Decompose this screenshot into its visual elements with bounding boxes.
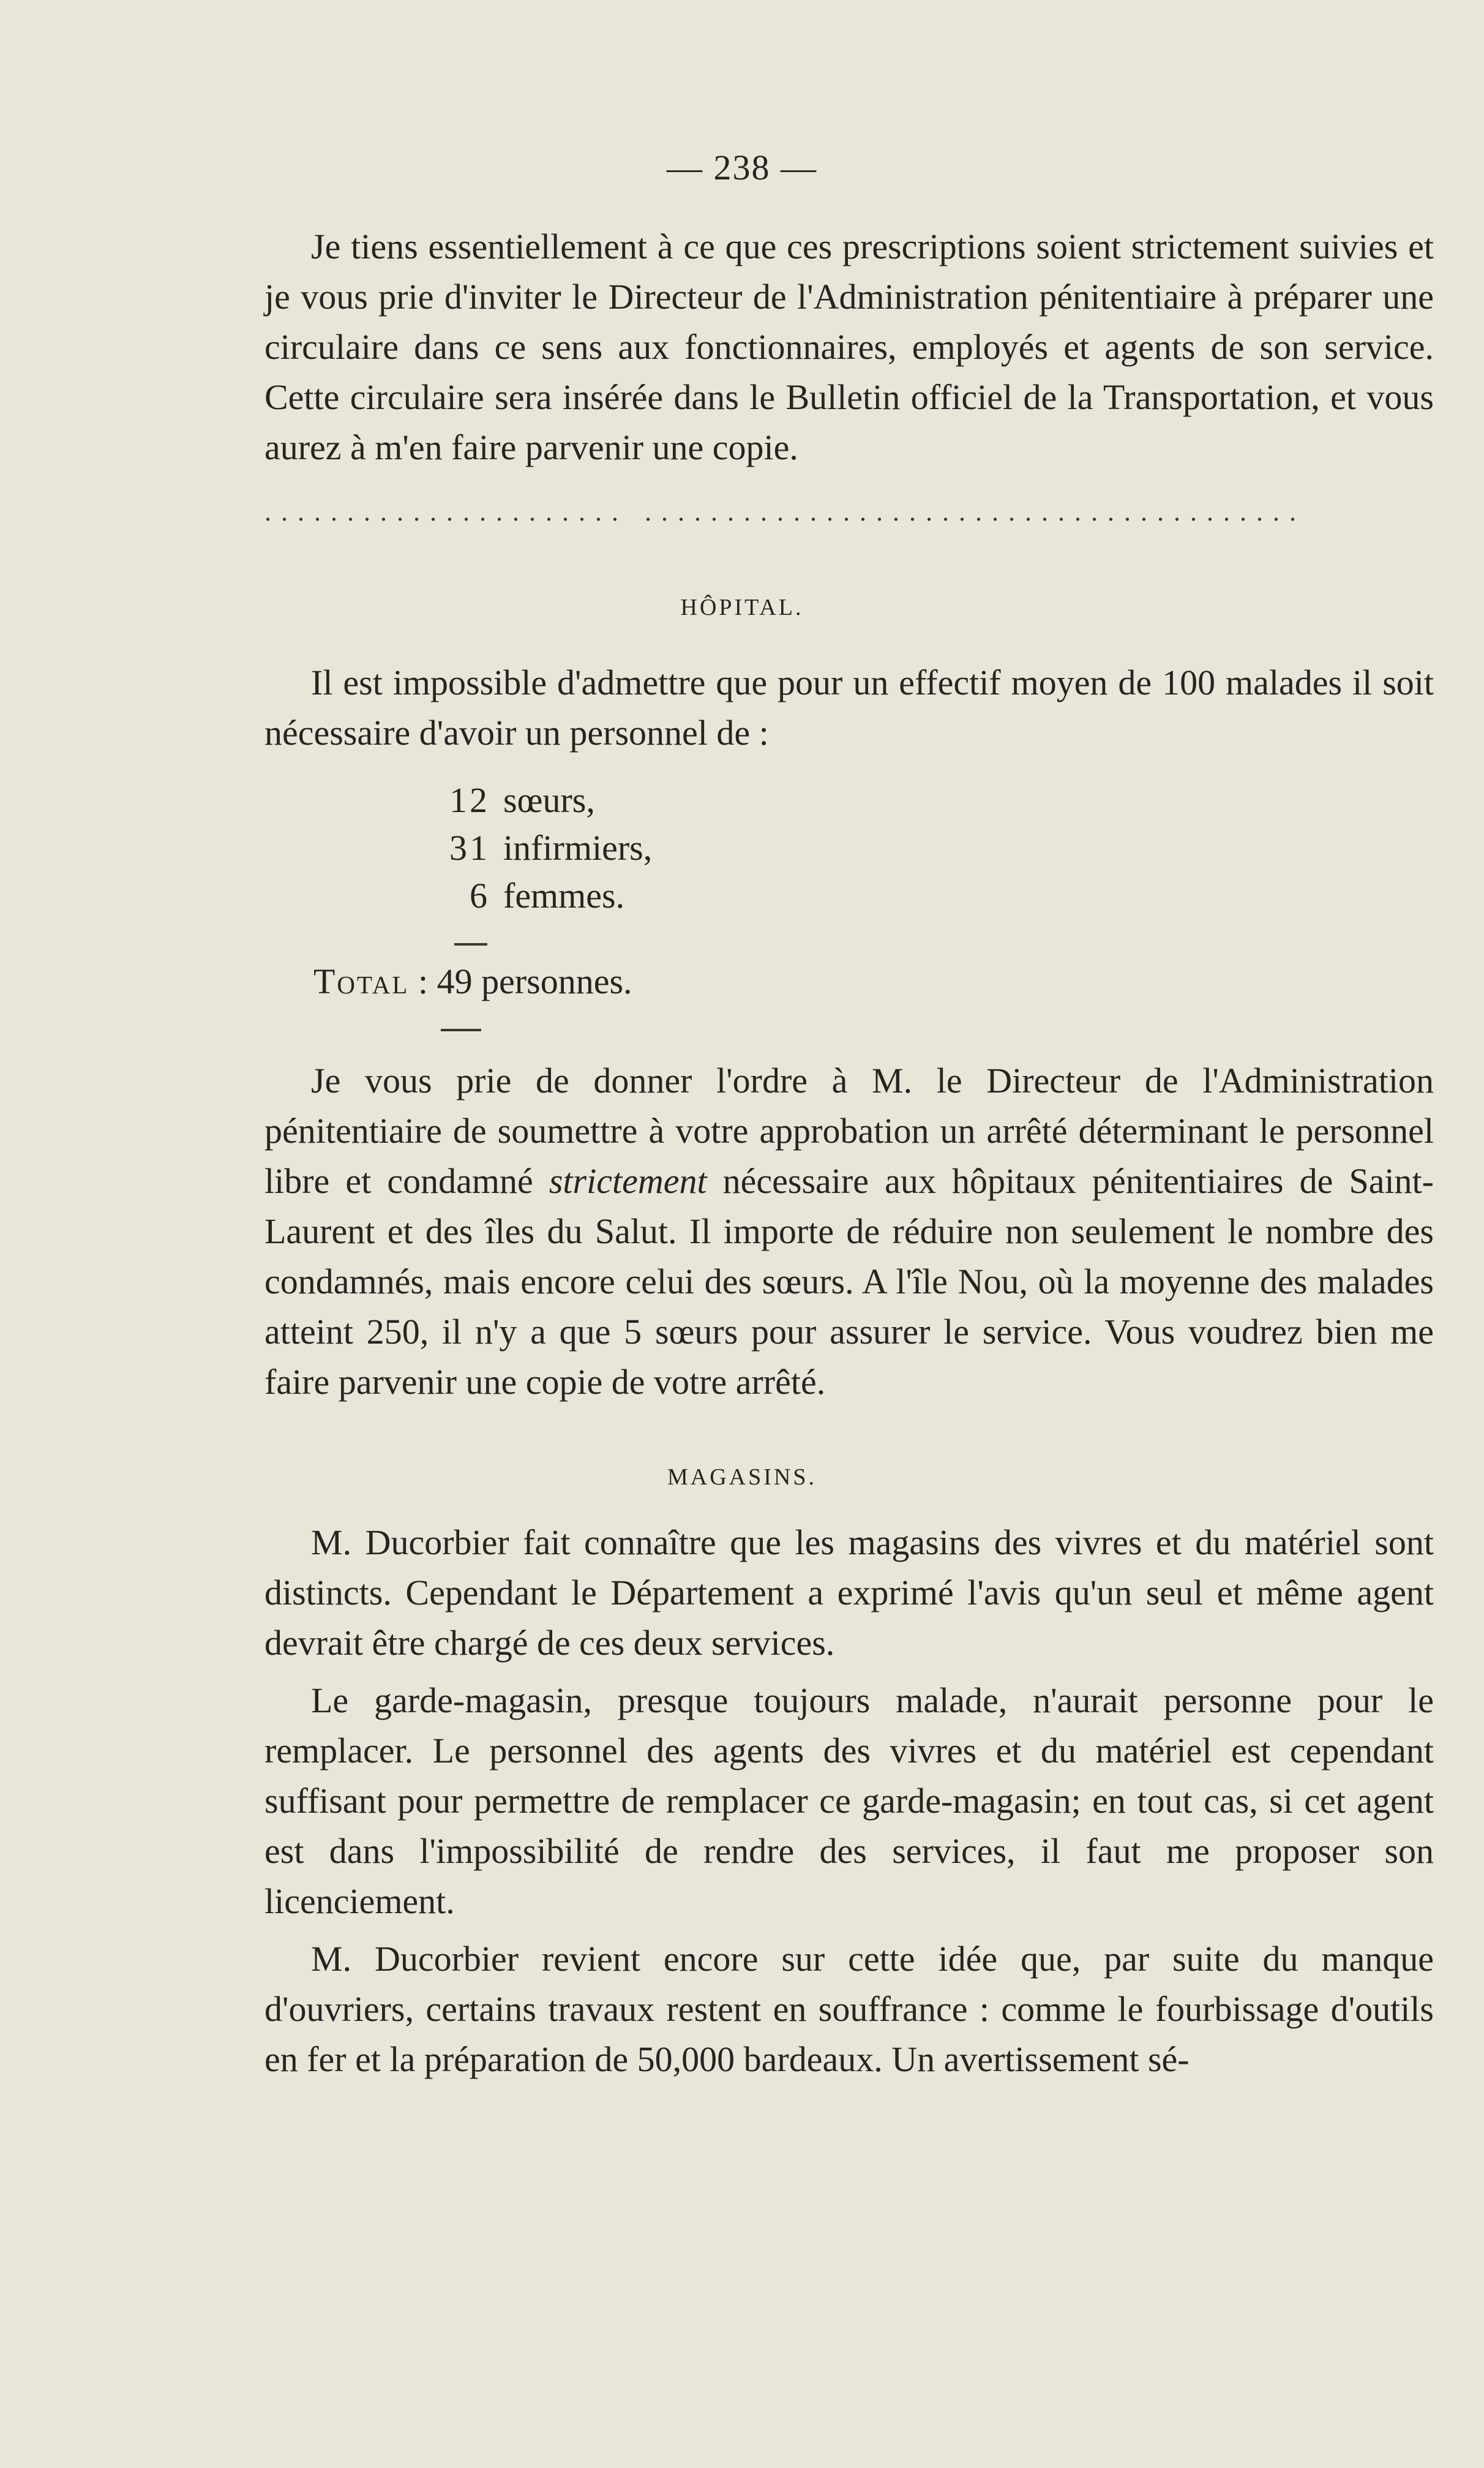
staff-total (313, 958, 632, 1006)
intro-section (264, 222, 1434, 473)
magasins-paragraph: M. Ducorbier revient encore sur cette idée que, par suite du manque d'ouvriers, certains travaux restent en souffrance : comme le fourbissage d'outils en fer et la préparation de 50,000 bardeaux. Un avertissement sé- (264, 1939, 1434, 2079)
staff-row-femmes (416, 872, 652, 920)
section-heading-hopital: HÔPITAL. (680, 595, 804, 620)
intro-paragraph: Je tiens essentiellement à ce que ces prescriptions soient strictement suivies et je vous prie d'inviter le Directeur de l'Administration pénitentiaire à préparer une circulaire dans ce sens aux fonctionnaires, employés et agents de son service. Cette circulaire sera insérée dans le Bulletin officiel de la Transportation, et vous aurez à m'en faire parvenir une copie. (264, 227, 1434, 467)
page-number: — 238 — (667, 148, 817, 187)
staff-count: 12 (449, 780, 490, 820)
hopital-paragraph: Il est impossible d'admettre que pour un effectif moyen de 100 malades il soit nécessaire d'avoir un personnel de : (264, 663, 1434, 753)
section-heading-magasins: MAGASINS. (667, 1464, 817, 1490)
order-emphasis: strictement (549, 1161, 707, 1201)
hopital-order-section (264, 1056, 1434, 1407)
dotted-separator: ...................... ........................................ (264, 497, 1306, 527)
staff-count: 31 (449, 828, 490, 868)
staff-row-infirmiers (416, 824, 652, 872)
magasins-paragraph: M. Ducorbier fait connaître que les magasins des vivres et du matériel sont distincts. Cependant le Département a exprimé l'avis qu'un seul et même agent devrait être chargé de ces deux services. (264, 1522, 1434, 1663)
staff-label: femmes. (503, 876, 625, 916)
sum-rule (454, 943, 487, 946)
total-underline (441, 1029, 481, 1031)
order-text-start: Je vous prie de donner l'ordre à M. le Directeur de l'Administration pénitentiaire de soumettre à votre approbation un arrêté déterminant le personnel libre et condamné (264, 1061, 1434, 1201)
staff-count: 6 (470, 876, 490, 916)
magasins-section (264, 1518, 1434, 2085)
staff-row-soeurs (416, 777, 652, 824)
order-text-end: nécessaire aux hôpitaux pénitentiaires de Saint-Laurent et des îles du Salut. Il importe de réduire non seulement le nombre des condamnés, mais encore celui des sœurs. A l'île Nou, où la moyenne des malades atteint 250, il n'y a que 5 sœurs pour assurer le service. Vous voudrez bien me faire parvenir une copie de votre arrêté. (264, 1161, 1434, 1402)
total-label: Total (313, 961, 410, 1001)
magasins-paragraph: Le garde-magasin, presque toujours malade, n'aurait personne pour le remplacer. Le personnel des agents des vivres et du matériel est cependant suffisant pour permettre de remplacer ce garde-magasin; en tout cas, si cet agent est dans l'impossibilité de rendre des services, il faut me proposer son licenciement. (264, 1680, 1434, 1921)
staff-label: sœurs, (503, 780, 595, 820)
hopital-order-paragraph (264, 1056, 1434, 1407)
hopital-intro (264, 658, 1434, 758)
staff-label: infirmiers, (503, 828, 653, 868)
staff-list (416, 777, 652, 920)
total-value: : 49 personnes. (418, 961, 632, 1001)
